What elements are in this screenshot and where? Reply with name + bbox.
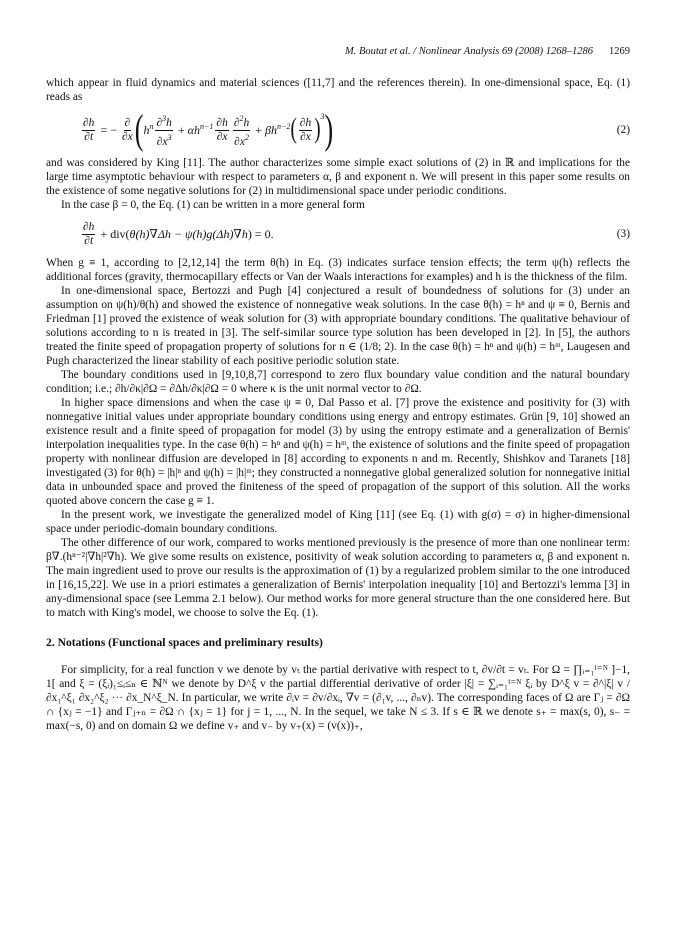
paragraph-surface-tension: When g ≡ 1, according to [2,12,14] the term θ(h) in Eq. (3) indicates surface tension effects; the term ψ(h) reflects the additional forces (gravity, thermocapillary effects or Van der Waals interactions for examples) and h is the thickness of the film.: [46, 257, 630, 283]
equation-2-number: (2): [616, 124, 630, 136]
paragraph-king: and was considered by King [11]. The author characterizes some simple exact solutions of (2) in ℝ and implications for the large time asymptotic behaviour with respect to parameters α, β and exponent n. We will present in this paper some results on the existence of some negative solutions for (2) in multidimensional space under periodic conditions.: [46, 157, 630, 197]
paragraph-notations: For simplicity, for a real function v we denote by vₜ the partial derivative with respect to t, ∂v/∂t = vₜ. For Ω = ∏ᵢ₌₁ⁱ⁼ᴺ ]−1, 1[ and ξ = (ξᵢ)₁≤ᵢ≤ₙ ∈ ℕᴺ we denote by D^ξ v the partial differential derivative of order |ξ| = ∑ᵢ₌₁ⁱ⁼ᴺ ξᵢ by D^ξ v = ∂^|ξ| v / ∂x₁^ξ₁ ∂x₂^ξ₂ ··· ∂x_N^ξ_N. In particular, we write ∂ᵢv = ∂v/∂xᵢ, ∇v = (∂₁v, ..., ∂ₙv). The corresponding faces of Ω are Γⱼ = ∂Ω ∩ {xⱼ = −1} and Γⱼ₊ₙ = ∂Ω ∩ {xⱼ = 1} for j = 1, ..., N. In the sequel, we take N ≤ 3. If s ∈ ℝ we denote s₊ = max(s, 0), s₋ = max(−s, 0) and on domain Ω we define v₊ and v₋ by v₊(x) = (v(x))₊,: [46, 664, 630, 732]
section-2-heading: 2. Notations (Functional spaces and preliminary results): [46, 636, 323, 649]
journal-citation: M. Boutat et al. / Nonlinear Analysis 69 (2008) 1268–1286: [344, 46, 593, 57]
paragraph-one-dimensional: In one-dimensional space, Bertozzi and Pugh [4] conjectured a result of boundedness of solutions for (3) under an assumption on ψ(h)/θ(h) and showed the existence of nonnegative weak solutions. In the case θ(h) = hⁿ and ψ ≡ 0, Bernis and Friedman [1] proved the existence of weak solution for (3) with appropriate boundary conditions. The qualitative behaviour of solutions according to n is treated in [3]. The self-similar source type solution has been developed in [2]. In [5], the authors treated the finite speed of propagation property of solutions for n ∈ (1/8; 2). In the case θ(h) = hⁿ and ψ(h) = hᵐ, Laugesen and Pugh characterized the linear stability of each positive periodic solution state.: [46, 285, 630, 367]
equation-3-body: $\frac{\partial h}{\partial t}$ + div( θ(h)∇Δh − ψ(h)g(Δh)∇h ) = 0.: [83, 220, 274, 247]
paragraph-intro: which appear in fluid dynamics and material sciences ([11,7] and the references therein). In one-dimensional space, Eq. (1) reads as: [46, 77, 630, 103]
page-number: 1269: [609, 46, 630, 57]
equation-3-number: (3): [616, 228, 630, 240]
paragraph-higher-dimensions: In higher space dimensions and when the case ψ ≡ 0, Dal Passo et al. [7] prove the existence and positivity for (3) with nonnegative initial values under appropriate boundary conditions using energy and entropy estimates. Grün [9, 10] showed an existence result and a finite speed of propagation for model (3) by using the entropy estimate and a generalization of Bernis' interpolation inequalities type. In the case θ(h) = hⁿ and ψ(h) = hᵐ, the existence of solutions and the finite speed of propagation property with nonlinear diffusion are developed in [8] according to exponents n and m. Recently, Shishkov and Taranets [18] investigated (3) for θ(h) = |h|ⁿ and ψ(h) = |h|ᵐ; they constructed a nonnegative global generalized solution for nonnegative initial data in unbounded space and proved the finiteness of the speed of propagation of the support of this solution. All the works quoted above concern the case g ≡ 1.: [46, 397, 630, 507]
paragraph-difference: The other difference of our work, compared to works mentioned previously is the presence of more than one nonlinear term: β∇.(hⁿ⁻²|∇h|²∇h). We give some results on existence, positivity of weak solution according to parameters α, β and exponent n. The main ingredient used to prove our results is the approximation of (1) by a regularized problem similar to the one introduced in [16,15,22]. We use in a priori estimates a generalization of Bernis' interpolation inequality [10] and Bertozzi's lemma [3] in any-dimensional space (see Lemma 2.1 below). Our method works for more general structure than the one considered here. But to match with King's model, we choose to solve the Eq. (1).: [46, 537, 630, 619]
equation-2-body: $\frac{\partial h}{\partial t}$ = − $\frac{\partial}{\partial x}$ ( $h^n$ $\frac{\partial^3h}{\partial x^3}$ + $\alpha h^{n-1}$ $\frac{\partial h}{\partial x}$ $\frac{\partial^2h}{\partial x^2}$ + $\beta h^{n-2}$ ( $\frac{\partial h}{\partial x}$ ) $^3$ ): [83, 106, 334, 153]
equation-3: [46, 212, 630, 256]
paragraph-boundary-conditions: The boundary conditions used in [9,10,8,7] correspond to zero flux boundary value condition and the natural boundary condition; i.e.; ∂h/∂κ|∂Ω = ∂Δh/∂κ|∂Ω = 0 where κ is the unit normal vector to ∂Ω.: [46, 369, 630, 395]
page: [46, 46, 630, 733]
equation-2: [46, 104, 630, 156]
running-header: [46, 46, 630, 62]
paragraph-present-work: In the present work, we investigate the generalized model of King [11] (see Eq. (1) with g(σ) = σ) in higher-dimensional space under periodic-domain boundary conditions.: [46, 509, 630, 535]
paragraph-beta-zero: In the case β = 0, the Eq. (1) can be written in a more general form: [61, 199, 365, 211]
